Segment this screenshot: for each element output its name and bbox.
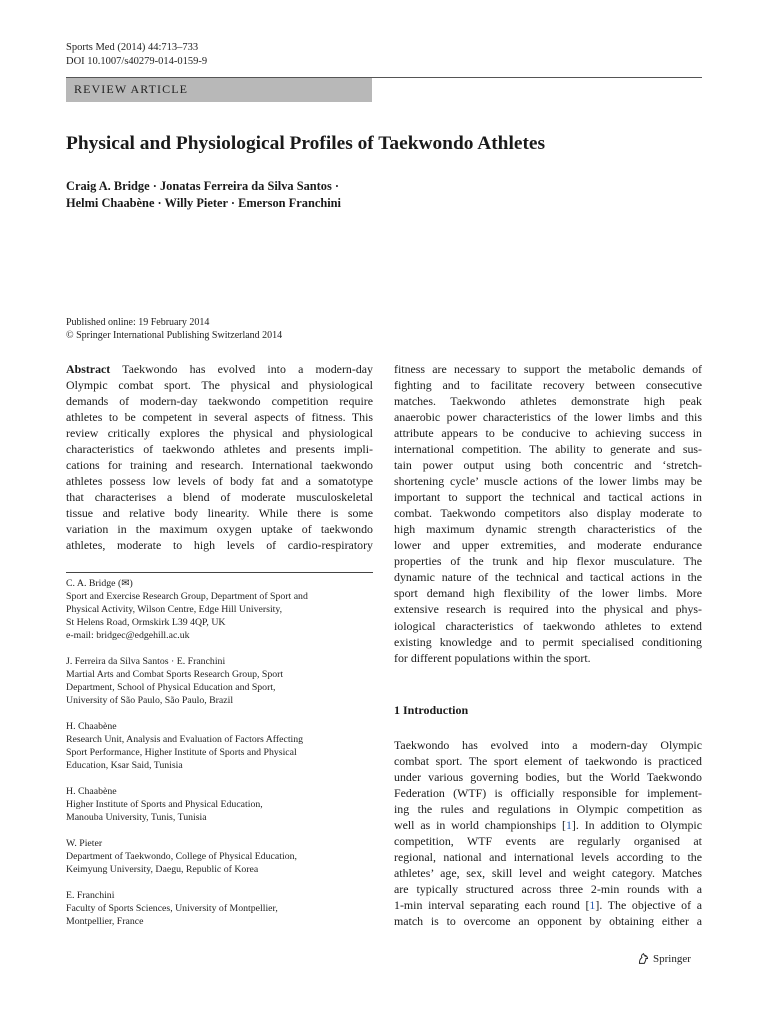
author-list-line-1: Craig A. Bridge · Jonatas Ferreira da Silva Santos · — [66, 179, 340, 193]
publisher-name: Springer — [653, 952, 691, 965]
affiliation-line: Department of Taekwondo, College of Physical Education, — [66, 850, 297, 862]
affiliation-line: St Helens Road, Ormskirk L39 4QP, UK — [66, 616, 226, 628]
springer-horse-icon — [637, 952, 650, 965]
citation-link[interactable]: 1 — [565, 818, 572, 833]
publisher-mark — [637, 952, 691, 965]
abstract-left-column — [66, 361, 373, 553]
affiliation-line: University of São Paulo, São Paulo, Brazil — [66, 694, 234, 706]
abstract-line: characteristics of taekwondo athletes and presents impli- — [66, 442, 373, 457]
intro-line: competition, WTF events are regularly organised at — [394, 834, 702, 849]
article-title: Physical and Physiological Profiles of Taekwondo Athletes — [66, 133, 546, 154]
affiliation-line: Manouba University, Tunis, Tunisia — [66, 811, 207, 823]
affiliation-line: Montpellier, France — [66, 915, 144, 927]
affiliation-line: Higher Institute of Sports and Physical Education, — [66, 798, 263, 810]
abstract-line: Olympic combat sport. The physical and physiological — [66, 378, 373, 393]
intro-line: well as in world championships [1]. In addition to Olympic — [394, 818, 702, 833]
affiliation-line: Keimyung University, Daegu, Republic of Korea — [66, 863, 259, 875]
affiliation-line: Faculty of Sports Sciences, University of Montpellier, — [66, 902, 278, 914]
affiliation-block — [66, 890, 373, 929]
abstract-line: lower and upper extremities, and moderate endurance — [394, 538, 702, 553]
abstract-line: tain power output using both concentric and ‘stretch- — [394, 458, 702, 473]
affiliation-line: Research Unit, Analysis and Evaluation of Factors Affecting — [66, 733, 304, 745]
abstract-line: anaerobic power characteristics of the lower limbs and this — [394, 410, 702, 425]
affiliation-line: Martial Arts and Combat Sports Research Group, Sport — [66, 668, 284, 680]
affiliation-block — [66, 721, 373, 773]
affiliation-authors: W. Pieter — [66, 838, 103, 849]
abstract-line: fighting and to facilitate recovery between consecutive — [394, 378, 702, 393]
abstract-line: shortening cycle’ muscle actions of the lower limbs may be — [394, 474, 702, 489]
journal-citation: Sports Med (2014) 44:713–733 — [66, 42, 199, 53]
abstract-line: combat. Taekwondo competitors also display moderate to — [394, 506, 702, 521]
affiliation-rule — [66, 572, 373, 573]
affiliation-authors: E. Franchini — [66, 890, 115, 901]
intro-line: Federation (WTF) is officially responsible for implement- — [394, 786, 702, 801]
affiliation-line: Sport Performance, Higher Institute of Sports and Physical — [66, 746, 297, 758]
affiliation-authors: H. Chaabène — [66, 721, 117, 732]
published-online-date: Published online: 19 February 2014 — [66, 317, 210, 328]
affiliation-authors: C. A. Bridge (✉) — [66, 578, 133, 589]
abstract-line: Abstract Taekwondo has evolved into a modern-day — [66, 362, 373, 376]
affiliation-block — [66, 838, 373, 877]
abstract-line: cations for training and research. International taekwondo — [66, 458, 373, 473]
affiliation-line: Education, Ksar Said, Tunisia — [66, 759, 183, 771]
abstract-line: important to support the technical and tactical actions in — [394, 490, 702, 505]
abstract-line: matches. Taekwondo athletes demonstrate high peak — [394, 394, 702, 409]
intro-line: athletes’ age, sex, skill level and weight category. Matches — [394, 866, 702, 881]
abstract-line: dynamic nature of the technical and tactical actions in the — [394, 570, 702, 585]
copyright-notice: © Springer International Publishing Switzerland 2014 — [66, 330, 283, 341]
abstract-right-column — [394, 361, 702, 666]
abstract-line: attribute appears to be conducive to achieving success in — [394, 426, 702, 441]
affiliation-line: Sport and Exercise Research Group, Department of Sport and — [66, 590, 308, 602]
abstract-line: fitness are necessary to support the metabolic demands of — [394, 362, 702, 376]
affiliation-authors: J. Ferreira da Silva Santos · E. Franchini — [66, 656, 226, 667]
affiliation-line: Department, School of Physical Education and Sport, — [66, 681, 276, 693]
abstract-label: Abstract — [66, 362, 111, 376]
article-type-label: REVIEW ARTICLE — [74, 82, 189, 96]
citation-link[interactable]: 1 — [589, 898, 596, 913]
abstract-line: demands of modern-day taekwondo competition require — [66, 394, 373, 409]
author-list-line-2: Helmi Chaabène · Willy Pieter · Emerson Franchini — [66, 196, 341, 210]
abstract-line: sport demand high flexibility of the lower limbs. More — [394, 586, 702, 601]
abstract-line: review critically explores the physical and physiological — [66, 426, 373, 441]
abstract-line: extensive research is required into the physical and phys- — [394, 602, 702, 617]
abstract-line: for different populations within the sport. — [394, 650, 591, 665]
abstract-line: high maximum dynamic strength characteristics of the — [394, 522, 702, 537]
abstract-line: variation in the maximum oxygen uptake of taekwondo — [66, 522, 373, 537]
intro-line: match is to overcome an opponent by obtaining either a — [394, 914, 702, 929]
abstract-line: properties of the trunk and hip flexor musculature. The — [394, 554, 702, 569]
intro-line: Taekwondo has evolved into a modern-day Olympic — [394, 738, 702, 752]
affiliation-block — [66, 656, 373, 708]
abstract-line: iological characteristics of taekwondo athletes to extend — [394, 618, 702, 633]
intro-line: ing the rules and regulations in Olympic competition as — [394, 802, 702, 817]
intro-line: are typically structured across three 2-min rounds with a — [394, 882, 702, 897]
introduction-body — [394, 737, 702, 929]
abstract-line: athletes possess low levels of body fat and a somatotype — [66, 474, 373, 489]
intro-line: under various governing bodies, but the World Taekwondo — [394, 770, 702, 785]
affiliation-block — [66, 578, 373, 643]
abstract-line: that characterises a blend of moderate musculoskeletal — [66, 490, 373, 505]
affiliation-line[interactable]: e-mail: bridgec@edgehill.ac.uk — [66, 629, 190, 641]
doi-line: DOI 10.1007/s40279-014-0159-9 — [66, 56, 208, 67]
abstract-line: tissue and relative body linearity. While there is some — [66, 506, 373, 521]
intro-line: 1-min interval separating each round [1]. The objective of a — [394, 898, 702, 913]
abstract-line: athletes to be competent in several aspects of fitness. This — [66, 410, 373, 425]
abstract-line: international competition. The ability to generate and sus- — [394, 442, 702, 457]
affiliation-authors: H. Chaabène — [66, 786, 117, 797]
article-type-band — [66, 78, 372, 102]
affiliation-block — [66, 786, 373, 825]
section-heading-introduction: 1 Introduction — [394, 703, 469, 717]
intro-line: combat sport. The sport element of taekwondo is practiced — [394, 754, 702, 769]
affiliation-line: Physical Activity, Wilson Centre, Edge Hill University, — [66, 603, 283, 615]
abstract-line: athletes, moderate to high levels of cardio-respiratory — [66, 538, 373, 553]
intro-line: regional, national and international levels according to the — [394, 850, 702, 865]
abstract-line: existing knowledge and to permit specialised conditioning — [394, 634, 702, 649]
